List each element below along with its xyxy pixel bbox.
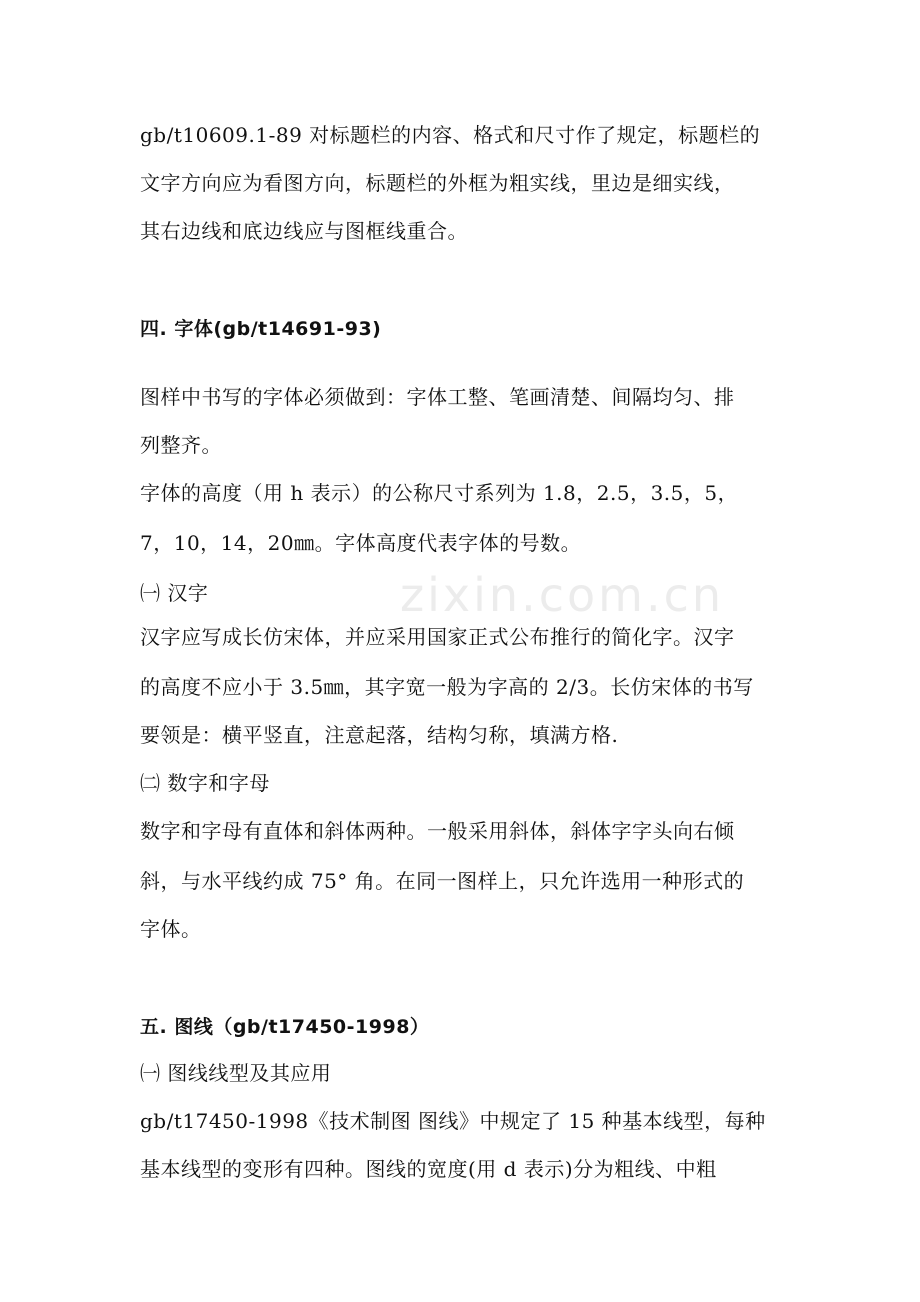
- section-heading-fonts: 四. 字体(gb/t14691-93): [140, 318, 382, 340]
- subheading-digits-letters: ㈡ 数字和字母: [140, 771, 270, 795]
- section-heading-lines: 五. 图线（gb/t17450-1998）: [140, 1016, 430, 1038]
- paragraph-line: 汉字应写成长仿宋体，并应采用国家正式公布推行的简化字。汉字: [140, 625, 735, 649]
- paragraph-line: 文字方向应为看图方向，标题栏的外框为粗实线，里边是细实线，: [140, 171, 735, 195]
- paragraph-line: gb/t17450-1998《技术制图 图线》中规定了 15 种基本线型，每种: [140, 1109, 766, 1133]
- paragraph-line: 的高度不应小于 3.5㎜，其字宽一般为字高的 2/3。长仿宋体的书写: [140, 675, 754, 699]
- paragraph-line: 字体的高度（用 h 表示）的公称尺寸系列为 1.8，2.5，3.5，5，: [140, 481, 739, 505]
- paragraph-line: 要领是：横平竖直，注意起落，结构匀称，填满方格.: [140, 723, 619, 747]
- subheading-line-types: ㈠ 图线线型及其应用: [140, 1061, 332, 1085]
- paragraph-line: 其右边线和底边线应与图框线重合。: [140, 219, 468, 243]
- paragraph-line: gb/t10609.1-89 对标题栏的内容、格式和尺寸作了规定，标题栏的: [140, 123, 761, 147]
- paragraph-line: 字体。: [140, 917, 202, 941]
- watermark: zixin.com.cn: [400, 568, 725, 622]
- paragraph-line: 列整齐。: [140, 433, 222, 457]
- paragraph-line: 图样中书写的字体必须做到：字体工整、笔画清楚、间隔均匀、排: [140, 385, 735, 409]
- paragraph-line: 数字和字母有直体和斜体两种。一般采用斜体，斜体字字头向右倾: [140, 819, 735, 843]
- paragraph-line: 7，10，14，20㎜。字体高度代表字体的号数。: [140, 531, 582, 555]
- paragraph-line: 基本线型的变形有四种。图线的宽度(用 d 表示)分为粗线、中粗: [140, 1157, 717, 1181]
- subheading-chinese-characters: ㈠ 汉字: [140, 581, 209, 605]
- paragraph-line: 斜，与水平线约成 75° 角。在同一图样上，只允许选用一种形式的: [140, 869, 745, 893]
